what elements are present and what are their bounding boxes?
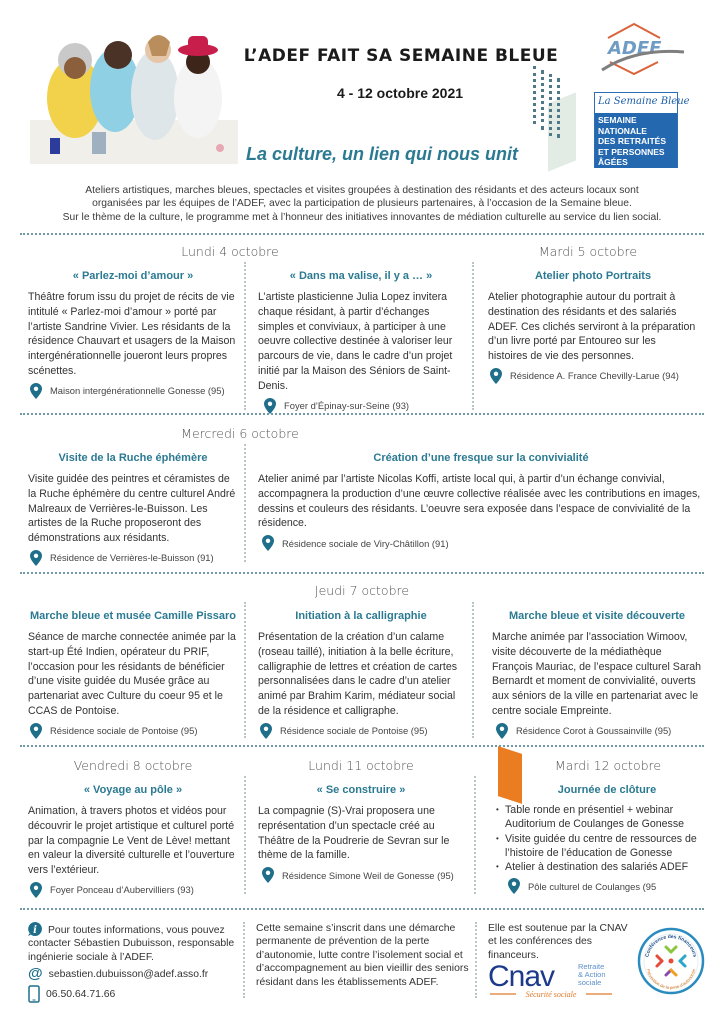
cnav-tag: & Action (578, 970, 606, 979)
event-card-cloture (492, 784, 704, 894)
decorative-dots (541, 70, 544, 130)
event-description: Théâtre forum issu du projet de récits de vie intitulé « Parlez-moi d’amour » porté par l’artiste Sandrine Vivier. Les résidants de la résidence Chauvart et usagers de la Maison intergénérationnelle joueront leurs propres scénettes. (28, 291, 236, 377)
location-text: Résidence sociale de Viry-Châtillon (91) (282, 537, 449, 549)
svg-text:i: i (33, 925, 37, 936)
section-divider (20, 745, 704, 747)
event-description: Atelier photographie autour du portrait à destination des résidants et des salariés ADEF. Ces clichés serviront à la préparation d’un livre porté par Entoureo sur les histoires de vie des personnes. (488, 291, 696, 363)
tagline-line: DES RETRAITÉS (598, 136, 667, 147)
event-description: Présentation de la création d’un calame (roseau taillé), initiation à la belle écriture, calligraphie de lettres et création de cartes personnalisées dans le cadre d’un atelier animé par Brahim Karim, médiateur social de la résidence et calligraphe. (258, 631, 458, 717)
event-description: Atelier animé par l’artiste Nicolas Koffi, artiste local qui, à partir d’un échange convivial, accompagnera la production d’une œuvre collective réalisée avec les contributions en images, dessins et couleurs des résidants. L’oeuvre sera exposée dans l’espace de convivialité de la résidence. (258, 473, 701, 530)
event-title: « Parlez-moi d’amour » (72, 270, 194, 282)
event-location (492, 878, 704, 894)
semaine-bleue-logo (594, 92, 690, 168)
event-description: L’artiste plasticienne Julia Lopez invitera chaque résidant, à partir d’échanges simples et conviviaux, à participer à une oeuvre collective destinée à valoriser leur parcours de vie, dans le cadre d’un projet initié par la Maison des Séniors de Saint-Denis. (258, 291, 453, 392)
adef-logo (596, 18, 686, 76)
cnav-tag: sociale (578, 978, 602, 987)
event-bullet-list (492, 803, 704, 874)
section-divider (20, 413, 704, 415)
day-label-lundi-4: Lundi 4 octobre (181, 244, 279, 259)
tagline-line: SEMAINE (598, 115, 637, 125)
event-description: Animation, à travers photos et vidéos pour découvrir le projet artistique et culturel porté par la compagnie Le Vent de Lève! mettant en valeur la diversité culturelle et l’ouverture vers l’extérieur. (28, 805, 235, 877)
conference-financeurs-logo (636, 926, 706, 996)
event-location (258, 398, 464, 414)
location-pin-icon (260, 723, 272, 739)
phone-icon (28, 985, 40, 1003)
contact-info (28, 922, 240, 964)
event-title: Marche bleue et visite découverte (508, 610, 686, 622)
location-text: Foyer d’Épinay-sur-Seine (93) (284, 400, 410, 412)
location-pin-icon (30, 383, 42, 399)
semaine-bleue-script: La Semaine Bleue (595, 93, 677, 113)
tagline-line: ET PERSONNES (598, 146, 665, 157)
location-pin-icon (262, 867, 274, 883)
location-text: Foyer Ponceau d’Aubervilliers (93) (50, 884, 194, 896)
event-title: Atelier photo Portraits (534, 270, 652, 282)
event-title: « Dans ma valise, il y a … » (289, 270, 433, 282)
event-title: « Se construire » (316, 784, 406, 796)
tagline-line: ÂGÉES (598, 157, 628, 168)
event-card-valise (258, 270, 464, 414)
intro-line: organisées par les équipes de l’ADEF, avec la participation de plusieurs partenaires, à l’occasion de la Semaine bleue. (92, 198, 632, 210)
location-pin-icon (30, 882, 42, 898)
location-text: Pôle culturel de Coulanges (95 (528, 880, 657, 892)
day-label-lundi-11: Lundi 11 octobre (308, 758, 414, 773)
support-text: Elle est soutenue par la CNAV et les conférences des financeurs. (488, 923, 628, 961)
page-title: L’ADEF FAIT SA SEMAINE BLEUE (243, 46, 559, 66)
event-card-ruche (28, 452, 238, 566)
location-text: Résidence de Verrières-le-Buisson (91) (50, 552, 214, 564)
column-divider (472, 262, 474, 410)
location-pin-icon (30, 723, 42, 739)
tagline-line: NATIONALE (598, 125, 647, 136)
location-pin-icon (30, 550, 42, 566)
event-title: « Voyage au pôle » (83, 784, 183, 796)
event-description: Visite guidée des peintres et céramistes de la Ruche éphémère du centre culturel André Malreaux de Verrières-le-Buisson. Les artistes de la Ruche proposeront des démonstrations aux résidants. (28, 473, 236, 545)
event-location (258, 535, 704, 551)
adef-logo-text: ADEF (608, 38, 662, 59)
event-description: La compagnie (S)-Vrai proposera une représentation d’un spectacle créé au Théâtre de la Poudrerie de Sevran sur le thème de la famille. (258, 805, 450, 862)
day-label-mercredi-6: Mercredi 6 octobre (181, 426, 299, 441)
section-divider (20, 233, 704, 235)
mission-text: Cette semaine s’inscrit dans une démarche permanente de prévention de la perte d’autonomie, lutte contre l’isolement social et d’accompagnement au bien vieillir des seniors résidant dans les établissements ADEF. (256, 923, 469, 988)
event-location (28, 383, 238, 399)
phone-row (28, 985, 240, 1003)
slogan: La culture, un lien qui nous unit (246, 144, 518, 164)
event-location (258, 723, 464, 739)
bullet-item: • Table ronde en présentiel + webinar Auditorium de Coulanges de Gonesse (496, 803, 704, 832)
conference-top-text: Conférence des financeurs (644, 933, 698, 958)
cnav-logo (488, 960, 614, 1000)
email-link[interactable]: sebastien.dubuisson@adef.asso.fr (48, 968, 209, 980)
event-title: Initiation à la calligraphie (295, 610, 427, 622)
location-text: Résidence Simone Weil de Gonesse (95) (282, 869, 454, 881)
day-label-mardi-12: Mardi 12 octobre (554, 758, 662, 773)
location-text: Maison intergénérationnelle Gonesse (95) (50, 385, 225, 397)
event-title: Création d’une fresque sur la convivialité (373, 452, 589, 464)
decorative-dots (533, 66, 536, 124)
event-card-photo-portraits (488, 270, 698, 384)
bullet-item: • Atelier à destination des salariés ADEF (496, 860, 704, 874)
cnav-tag: Retraite (578, 962, 605, 971)
event-card-pissaro (28, 610, 238, 739)
location-text: Résidence A. France Chevilly-Larue (94) (510, 370, 679, 382)
email-row (28, 967, 240, 981)
event-location (258, 867, 464, 883)
cnav-name: Cnav (488, 960, 555, 993)
event-card-decouverte (492, 610, 702, 739)
location-text: Résidence sociale de Pontoise (95) (50, 725, 198, 737)
event-card-parlez-moi (28, 270, 238, 399)
location-pin-icon (262, 535, 274, 551)
cnav-sub: Sécurité sociale (525, 990, 577, 999)
decorative-panel (548, 92, 576, 171)
location-pin-icon (264, 398, 276, 414)
event-card-calligraphie (258, 610, 464, 739)
contact-block (28, 922, 240, 1003)
day-label-vendredi-8: Vendredi 8 octobre (73, 758, 193, 773)
event-location (28, 550, 238, 566)
header-photo (30, 20, 238, 164)
location-pin-icon (496, 723, 508, 739)
location-text: Résidence sociale de Pontoise (95) (280, 725, 428, 737)
event-location (28, 723, 238, 739)
column-divider (244, 444, 246, 562)
intro-text (20, 184, 704, 224)
event-location (28, 882, 238, 898)
column-divider (472, 602, 474, 738)
event-dates: 4 - 12 octobre 2021 (336, 85, 464, 101)
event-location (488, 368, 698, 384)
at-icon: @ (28, 965, 43, 983)
location-pin-icon (490, 368, 502, 384)
day-label-mardi-5: Mardi 5 octobre (538, 244, 638, 259)
column-divider (474, 776, 476, 894)
intro-line: Ateliers artistiques, marches bleues, spectacles et visites groupées à destination des résidants et des acteurs locaux sont (85, 185, 639, 196)
event-title: Visite de la Ruche éphémère (58, 452, 208, 464)
bullet-item: • Visite guidée du centre de ressources de l’histoire de l’éducation de Gonesse (496, 832, 704, 861)
location-pin-icon (508, 878, 520, 894)
event-location (492, 723, 702, 739)
decorative-dots (557, 78, 560, 138)
event-card-voyage-pole (28, 784, 238, 898)
event-card-se-construire (258, 784, 464, 883)
event-title: Journée de clôture (557, 784, 657, 796)
decorative-dots (549, 74, 552, 136)
column-divider (244, 262, 246, 410)
day-label-jeudi-7: Jeudi 7 octobre (314, 583, 410, 598)
location-text: Résidence Corot à Goussainville (95) (516, 725, 672, 737)
intro-line: Sur le thème de la culture, le programme met à l’honneur des initiatives innovantes de médiation culturelle au service du lien social. (62, 211, 662, 223)
column-divider (244, 776, 246, 894)
column-divider (243, 922, 245, 998)
event-description: Marche animée par l’association Wimoov, visite découverte de la médiathèque François Mauriac, de l’espace culturel Sarah Bernardt et moment de convivialité, ouverts aux séniors de la ville en partenariat avec le centre sociale Empreinte. (492, 631, 702, 717)
contact-info-text: Pour toutes informations, vous pouvez contacter Sébastien Dubuisson, responsable ingénierie sociale à l’ADEF. (28, 925, 235, 963)
semaine-bleue-tagline (595, 113, 677, 168)
column-divider (475, 922, 477, 998)
event-title: Marche bleue et musée Camille Pissaro (29, 610, 237, 622)
section-divider (20, 908, 704, 910)
event-card-fresque (258, 452, 704, 551)
column-divider (244, 602, 246, 738)
conference-bottom-text: Prévention de la perte d’autonomie (645, 968, 697, 990)
phone-number[interactable]: 06.50.64.71.66 (46, 988, 116, 1000)
event-description: Séance de marche connectée animée par la start-up Été Indien, opérateur du PRIF, l’occasion pour les résidants de bénéficier d’une visite guidée du Musée grâce au partenariat avec Culture du coeur 95 et le CCAS de Pontoise. (28, 631, 236, 717)
section-divider (20, 572, 704, 574)
info-icon (28, 922, 42, 936)
